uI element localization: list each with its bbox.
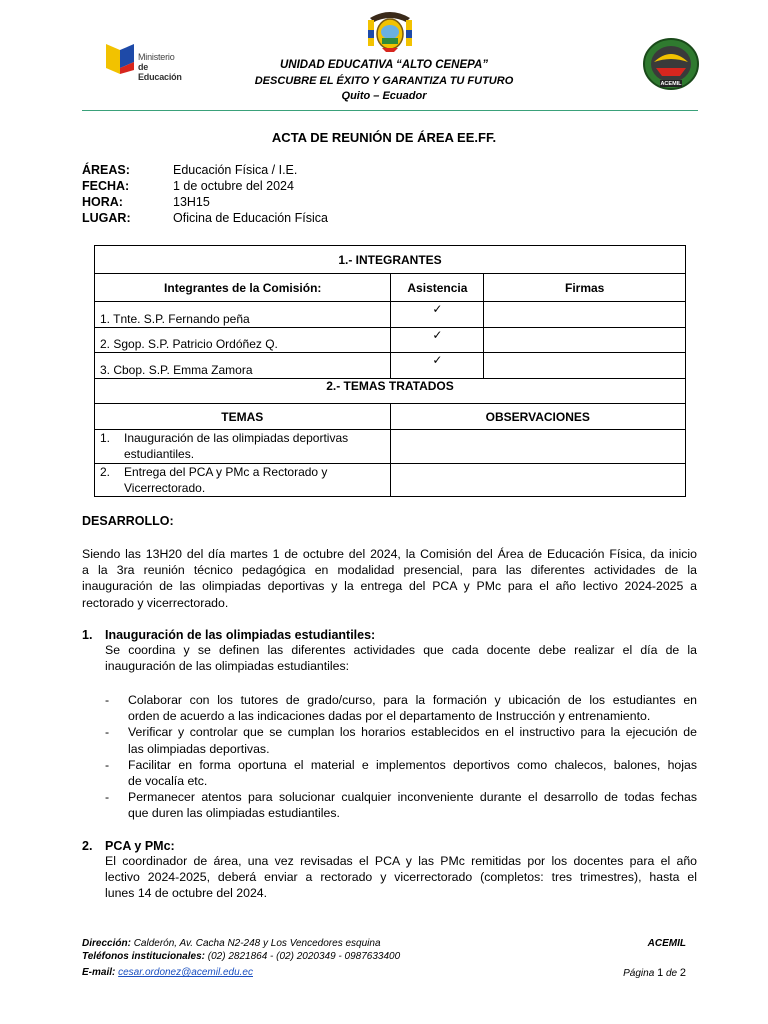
attendance-check: ✓ (391, 353, 484, 379)
footer-email (82, 967, 253, 978)
development-line: a la 3ra reunión técnico pedagógica en modalidad presencial, para las diferentes actividades de la (82, 563, 697, 578)
member-name: 2. Sgop. S.P. Patricio Ordóñez Q. (95, 328, 391, 353)
page-word: Página (623, 968, 655, 979)
topic-line2: Vicerrectorado. (124, 481, 206, 495)
table-row (95, 353, 686, 379)
bullet-line2: de vocalía etc. (128, 774, 208, 789)
footer-address-value: Calderón, Av. Cacha N2-248 y Los Vencedores esquina (133, 938, 381, 949)
footer-phones-label: Teléfonos institucionales: (82, 951, 205, 962)
topic-line2: estudiantiles. (124, 447, 195, 461)
section1-number: 1. (82, 628, 93, 642)
topics-header-topics: TEMAS (95, 404, 391, 430)
table-row (95, 464, 686, 497)
meta-date-value: 1 de octubre del 2024 (173, 179, 294, 193)
table-row (95, 430, 686, 464)
school-slogan: DESCUBRE EL ÉXITO Y GARANTIZA TU FUTURO (254, 75, 514, 87)
topic-cell (95, 464, 391, 497)
acemil-logo-text: ACEMIL (660, 81, 682, 87)
attendance-check: ✓ (391, 328, 484, 353)
section2 (105, 839, 697, 902)
development-line: rectorado y vicerrectorado. (82, 595, 229, 610)
bullet-line2: orden de acuerdo a las indicaciones dadas por el departamento de Instrucción y entrenamiento. (128, 709, 651, 724)
section2-heading: PCA y PMc: (105, 839, 175, 853)
development-paragraph (82, 546, 697, 611)
development-heading: DESARROLLO: (82, 514, 174, 528)
members-header-attendance: Asistencia (391, 274, 484, 302)
footer-email-link[interactable]: cesar.ordonez@acemil.edu.ec (118, 967, 253, 978)
school-name: UNIDAD EDUCATIVA “ALTO CENEPA” (279, 59, 489, 71)
header-divider (82, 110, 698, 111)
member-name: 1. Tnte. S.P. Fernando peña (95, 302, 391, 328)
footer-org: ACEMIL (647, 938, 686, 949)
signature-cell (484, 302, 686, 328)
school-location: Quito – Ecuador (341, 90, 427, 102)
bullet-line1: Colaborar con los tutores de grado/curso, para la formación y ubicación de los estudiantes en (128, 693, 697, 707)
meta-time-value: 13H15 (173, 195, 210, 209)
meta-areas-key: ÁREAS: (82, 163, 130, 177)
page-current: 1 (657, 967, 664, 979)
bullet-line1: Facilitar en forma oportuna el material e implementos deportivos como chalecos, balones, hojas (128, 757, 697, 772)
section1-heading: Inauguración de las olimpiadas estudiantiles: (105, 628, 376, 642)
members-header-name: Integrantes de la Comisión: (95, 274, 391, 302)
meta-place-key: LUGAR: (82, 211, 131, 225)
meta-date-key: FECHA: (82, 179, 130, 193)
development-line: inauguración de las olimpiadas deportivas y la entrega del PCA y PMc para el año lectivo 2024-2025 a (82, 579, 697, 594)
footer-phones (82, 951, 400, 962)
bullet-line1: Verificar y controlar que se cumplan los horarios establecidos en el instructivo para la ejecución de (128, 725, 697, 740)
section2-number: 2. (82, 839, 93, 853)
bullet-line1: Permanecer atentos para solucionar cualquier inconveniente durante el desarrollo de todas fechas (128, 790, 697, 805)
page-total: 2 (679, 967, 686, 979)
footer-address-label: Dirección: (82, 938, 131, 949)
member-name: 3. Cbop. S.P. Emma Zamora (95, 353, 391, 379)
section2-line: lectivo 2024-2025, deberá enviar a rectorado y vicerrectorado (completos: tres trimestres), hasta el (105, 870, 697, 885)
list-item: - Permanecer atentos para solucionar cualquier inconveniente durante el desarrollo de todas fechas que duren las olimpiadas estudiantiles. (105, 790, 697, 821)
members-header-signatures: Firmas (484, 274, 686, 302)
meta-time-key: HORA: (82, 195, 123, 209)
table-row (95, 302, 686, 328)
table-row (95, 328, 686, 353)
bullet-line2: que duren las olimpiadas estudiantiles. (128, 806, 340, 821)
footer-address (82, 938, 381, 949)
section1-intro-line: Se coordina y se definen las diferentes actividades que cada docente debe realizar el día de la (105, 643, 697, 657)
list-item: - Colaborar con los tutores de grado/curso, para la formación y ubicación de los estudiantes en orden de acuerdo a las indicaciones dadas por el departamento de Instrucción y entrenamiento. (105, 693, 697, 724)
development-line: Siendo las 13H20 del día martes 1 de octubre del 2024, la Comisión del Área de Educación Física, da inicio (82, 547, 697, 561)
attendance-check: ✓ (391, 302, 484, 328)
page-of: de (665, 968, 678, 979)
topic-line1: Inauguración de las olimpiadas deportivas (124, 431, 349, 445)
footer-email-label: E-mail: (82, 967, 116, 978)
meta-place-value: Oficina de Educación Física (173, 211, 328, 225)
members-table (94, 245, 686, 379)
footer-page-number (586, 967, 686, 979)
bullet-line2: las olimpiadas deportivas. (128, 741, 270, 756)
coat-of-arms-icon (366, 8, 414, 54)
list-item: - Facilitar en forma oportuna el material e implementos deportivos como chalecos, balones, hojas de vocalía etc. (105, 757, 697, 789)
meta-areas-value: Educación Física / I.E. (173, 163, 298, 177)
topics-table (94, 378, 686, 497)
topic-number: 2. (100, 465, 111, 479)
section2-line: lunes 14 de octubre del 2024. (105, 886, 268, 901)
footer-phones-value: (02) 2821864 - (02) 2020349 - 0987633400 (207, 951, 401, 962)
list-item: - Verificar y controlar que se cumplan los horarios establecidos en el instructivo para la ejecución de las olimpiadas deportivas. (105, 725, 697, 756)
topics-header-observations: OBSERVACIONES (390, 404, 686, 430)
ministry-line2: de Educación (138, 62, 182, 82)
section1-bullet-list (105, 692, 697, 822)
topics-section-title: 2.- TEMAS TRATADOS (95, 379, 686, 404)
members-section-title: 1.- INTEGRANTES (95, 246, 686, 274)
topic-cell (95, 430, 391, 464)
document-title: ACTA DE REUNIÓN DE ÁREA EE.FF. (271, 130, 497, 145)
section2-line: El coordinador de área, una vez revisadas el PCA y las PMc remitidas por los docentes para el año (105, 854, 697, 868)
section1 (105, 628, 697, 674)
observation-cell (390, 464, 686, 497)
topic-line1: Entrega del PCA y PMc a Rectorado y (124, 465, 328, 479)
ministry-line1: Ministerio (138, 52, 175, 62)
signature-cell (484, 353, 686, 379)
signature-cell (484, 328, 686, 353)
topic-number: 1. (100, 431, 111, 445)
section1-intro-line: inauguración de las olimpiadas estudiantiles: (105, 659, 350, 674)
observation-cell (390, 430, 686, 464)
